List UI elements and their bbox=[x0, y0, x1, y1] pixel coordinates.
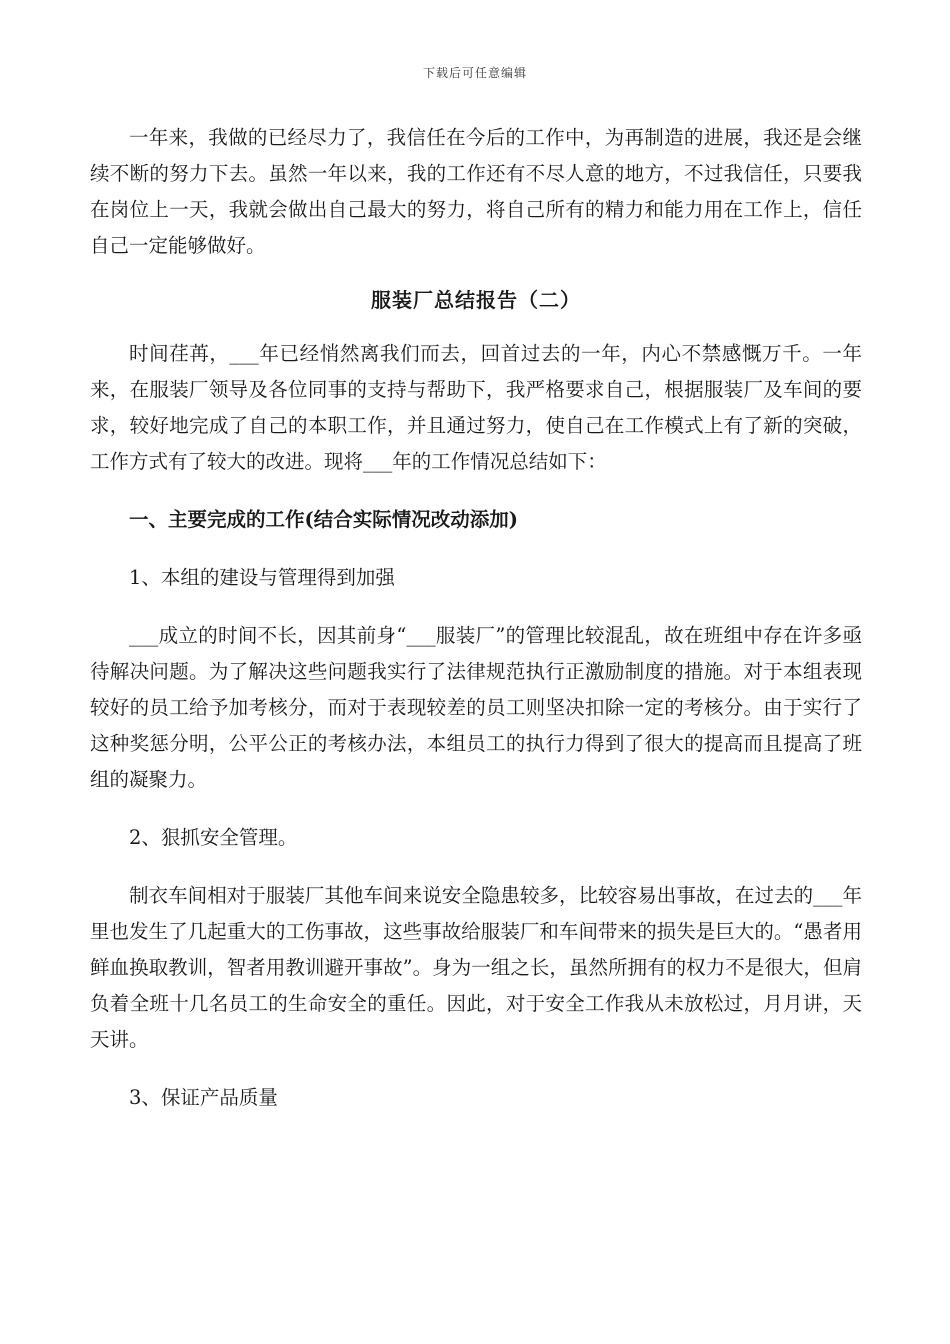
item-paragraph-team-building: ___成立的时间不长，因其前身“___服装厂”的管理比较混乱，故在班组中存在许多亟待解决问题。为了解决这些问题我实行了法律规范执行正激励制度的措施。对于本组表现较好的员工给予加考核分，而对于表现较差的员工则坚决扣除一定的考核分。由于实行了这种奖惩分明，公平公正的考核办法，本组员工的执行力得到了很大的提高而且提高了班组的凝聚力。 bbox=[90, 624, 862, 791]
page-header: 下载后可任意编辑 bbox=[422, 66, 527, 80]
opening-paragraph: 时间荏苒，___年已经悄然离我们而去，回首过去的一年，内心不禁感慨万千。一年来，在服装厂领导及各位同事的支持与帮助下，我严格要求自己，根据服装厂及车间的要求，较好地完成了自己的本职工作，并且通过努力，使自己在工作模式上有了新的突破，工作方式有了较大的改进。现将___年的工作情况总结如下： bbox=[90, 342, 862, 473]
intro-paragraph: 一年来，我做的已经尽力了，我信任在今后的工作中，为再制造的进展，我还是会继续不断的努力下去。虽然一年以来，我的工作还有不尽人意的地方，不过我信任，只要我在岗位上一天，我就会做出自己最大的努力，将自己所有的精力和能力用在工作上，信任自己一定能够做好。 bbox=[90, 126, 862, 257]
section-heading-main-work: 一、主要完成的工作(结合实际情况改动添加) bbox=[129, 508, 518, 531]
item-heading-team-building: 1、本组的建设与管理得到加强 bbox=[129, 566, 395, 589]
document-body bbox=[90, 120, 862, 1116]
item-heading-safety: 2、狠抓安全管理。 bbox=[129, 826, 298, 849]
item-heading-quality: 3、保证产品质量 bbox=[129, 1086, 278, 1109]
item-paragraph-safety: 制衣车间相对于服装厂其他车间来说安全隐患较多，比较容易出事故，在过去的___年里也发生了几起重大的工伤事故，这些事故给服装厂和车间带来的损失是巨大的。“愚者用鲜血换取教训，智者用教训避开事故”。身为一组之长，虽然所拥有的权力不是很大，但肩负着全班十几名员工的生命安全的重任。因此，对于安全工作我从未放松过，月月讲，天天讲。 bbox=[90, 884, 862, 1051]
document-title: 服装厂总结报告（二） bbox=[371, 288, 581, 312]
